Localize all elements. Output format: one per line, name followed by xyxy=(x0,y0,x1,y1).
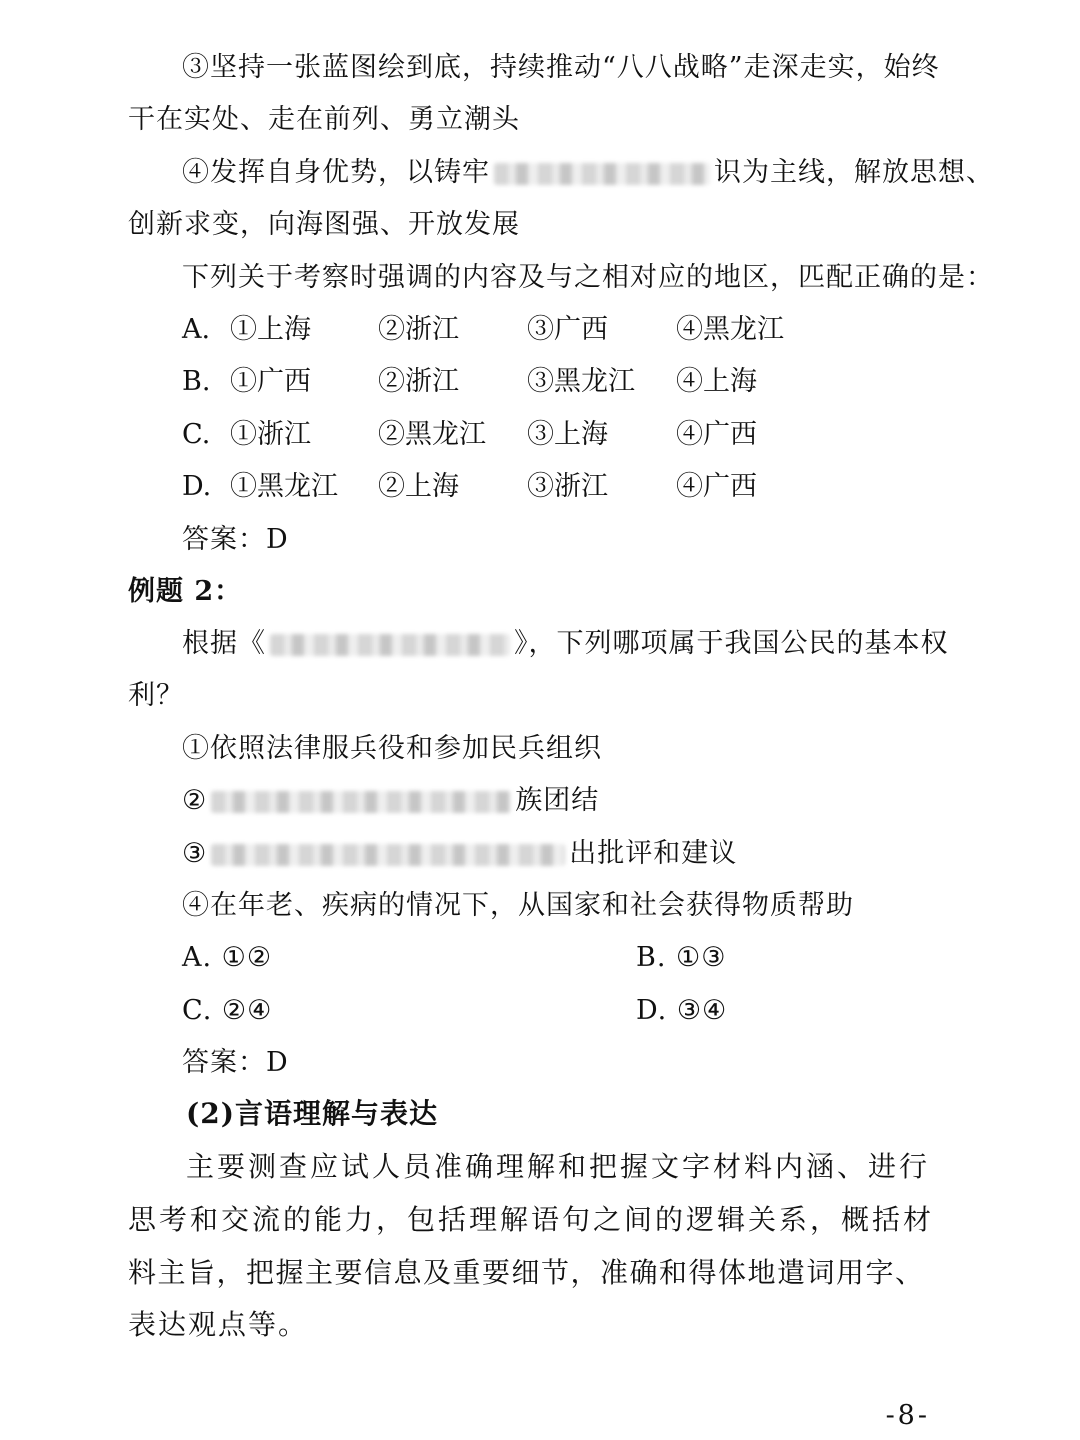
section-line1: 主要测查应试人员准确理解和把握文字材料内涵、进行 xyxy=(186,1150,931,1183)
q2-stem-line2: 利？ xyxy=(128,680,184,711)
page-number: -8- xyxy=(885,1400,930,1431)
redacted-block xyxy=(211,844,565,866)
q2-answer: 答案：D xyxy=(182,1047,289,1078)
section-line3: 料主旨，把握主要信息及重要细节，准确和得体地遣词用字、 xyxy=(128,1256,925,1289)
q1-item4-post: 识为主线，解放思想、 xyxy=(714,157,994,188)
q2-stem-pre: 根据《 xyxy=(182,628,266,659)
q1-item4-line2: 创新求变，向海图强、开放发展 xyxy=(128,209,520,240)
q2-item2 xyxy=(182,783,599,819)
q2-item3 xyxy=(182,836,737,872)
option-letter: D. xyxy=(182,471,212,502)
section-heading: (2)言语理解与表达 xyxy=(186,1097,438,1130)
redacted-block xyxy=(270,634,510,656)
option-col4: ④广西 xyxy=(676,419,757,450)
q2-item3-pre: ③ xyxy=(182,838,208,869)
option-letter: A. xyxy=(182,314,211,345)
q1-item3-line1: ③坚持一张蓝图绘到底，持续推动“八八战略”走深走实，始终 xyxy=(182,52,940,83)
q2-option-c: C. ②④ xyxy=(182,995,273,1026)
option-col2: ②浙江 xyxy=(378,314,459,345)
q2-item2-post: 族团结 xyxy=(515,785,600,816)
option-col4: ④上海 xyxy=(676,366,757,397)
q2-stem-line1 xyxy=(182,626,949,662)
q2-option-a: A. ①② xyxy=(182,942,273,973)
q1-answer: 答案：D xyxy=(182,524,289,555)
q2-heading: 例题 2： xyxy=(128,576,243,607)
option-letter: C. xyxy=(182,419,211,450)
section-line4: 表达观点等。 xyxy=(128,1308,309,1341)
option-col3: ③广西 xyxy=(527,314,608,345)
option-col2: ②黑龙江 xyxy=(378,419,486,450)
option-col3: ③黑龙江 xyxy=(527,366,635,397)
option-col3: ③上海 xyxy=(527,419,608,450)
q1-item3-line2: 干在实处、走在前列、勇立潮头 xyxy=(128,104,520,135)
q2-item4: ④在年老、疾病的情况下，从国家和社会获得物质帮助 xyxy=(182,890,854,921)
option-col3: ③浙江 xyxy=(527,471,608,502)
redacted-block xyxy=(494,163,710,185)
section-line2: 思考和交流的能力，包括理解语句之间的逻辑关系，概括材 xyxy=(128,1203,935,1236)
q1-item4-pre: ④发挥自身优势，以铸牢 xyxy=(182,157,490,188)
option-col1: ①黑龙江 xyxy=(230,471,338,502)
option-col2: ②上海 xyxy=(378,471,459,502)
q2-item2-pre: ② xyxy=(182,785,208,816)
option-col4: ④黑龙江 xyxy=(676,314,784,345)
q2-option-d: D. ③④ xyxy=(636,995,728,1026)
q2-item3-post: 出批评和建议 xyxy=(569,838,738,869)
q2-item1: ①依照法律服兵役和参加民兵组织 xyxy=(182,733,602,764)
q2-stem-post: 》，下列哪项属于我国公民的基本权 xyxy=(514,628,949,659)
option-col2: ②浙江 xyxy=(378,366,459,397)
q1-item4-line1 xyxy=(182,155,994,191)
q1-stem: 下列关于考察时强调的内容及与之相对应的地区，匹配正确的是： xyxy=(182,262,994,293)
option-col1: ①广西 xyxy=(230,366,311,397)
q2-option-b: B. ①③ xyxy=(636,942,727,973)
redacted-block xyxy=(211,791,511,813)
option-col4: ④广西 xyxy=(676,471,757,502)
option-col1: ①上海 xyxy=(230,314,311,345)
option-letter: B. xyxy=(182,366,211,397)
option-col1: ①浙江 xyxy=(230,419,311,450)
